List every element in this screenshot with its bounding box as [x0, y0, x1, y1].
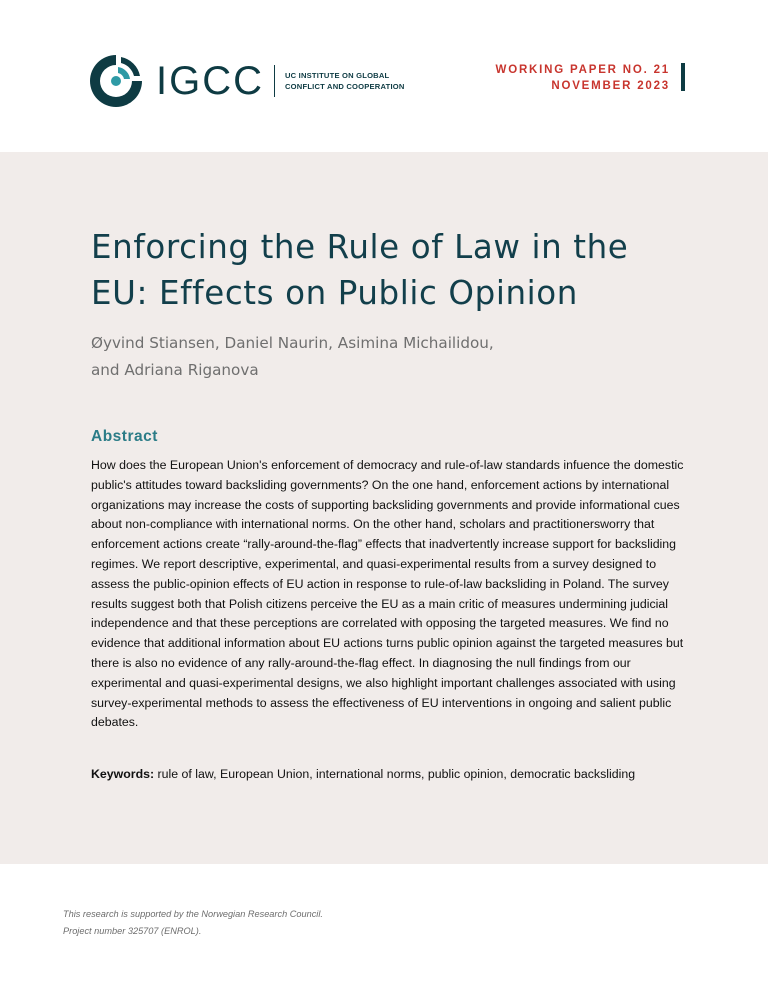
working-paper-info — [496, 62, 670, 94]
authors-line1: Øyvind Stiansen, Daniel Naurin, Asimina Michailidou, — [91, 334, 494, 352]
logo-wordmark: IGCC — [156, 59, 264, 103]
funding-note-line1: This research is supported by the Norwegian Research Council. — [63, 909, 323, 919]
keywords — [91, 765, 711, 785]
igcc-circle-logo-icon — [88, 53, 144, 109]
page-header — [0, 0, 768, 152]
igcc-logo[interactable] — [88, 52, 405, 110]
logo-subtitle — [285, 70, 405, 92]
paper-authors — [91, 330, 691, 384]
abstract-heading: Abstract — [91, 428, 158, 445]
abstract-text: How does the European Union's enforcement of democracy and rule-of-law standards infuence the domestic public's attitudes toward backsliding governments? On the one hand, enforcement actions by international organizations may increase the costs of supporting backsliding governments and provide informational cues about non-compliance with international norms. On the other hand, scholars and practitionersworry that enforcement actions create “rally-around-the-flag” effects that inadvertently increase support for backsliding regimes. We report descriptive, experimental, and quasi-experimental results from a survey designed to assess the public-opinion effects of EU action in response to rule-of-law backsliding in Poland. The survey results suggest both that Polish citizens perceive the EU as a main critic of measures undermining judicial independence and that these perceptions are correlated with opposing the targeted measures. We find no evidence that additional information about EU actions turns public opinion against the targeted measures but there is also no evidence of any rally-around-the-flag effect. In diagnosing the null findings from our experimental and quasi-experimental designs, we also highlight important challenges associated with using survey-experimental methods to assess the effectiveness of EU interventions in ongoing and salient public debates. — [91, 458, 684, 730]
keywords-list: rule of law, European Union, international norms, public opinion, democratic backsliding — [154, 767, 636, 781]
keywords-label: Keywords: — [91, 767, 155, 781]
logo-subtitle-line1: UC INSTITUTE ON GLOBAL — [285, 71, 390, 80]
funding-note-line2: Project number 325707 (ENROL). — [63, 926, 202, 936]
logo-subtitle-line2: CONFLICT AND COOPERATION — [285, 82, 405, 91]
title-panel — [0, 152, 768, 864]
accent-bar — [681, 63, 685, 91]
paper-title: Enforcing the Rule of Law in the EU: Effects on Public Opinion — [91, 228, 629, 312]
authors-line2: and Adriana Riganova — [91, 361, 259, 379]
funding-note — [63, 906, 323, 940]
publication-date: NOVEMBER 2023 — [551, 80, 670, 92]
working-paper-number: WORKING PAPER NO. 21 — [495, 64, 670, 76]
logo-divider — [274, 65, 275, 97]
